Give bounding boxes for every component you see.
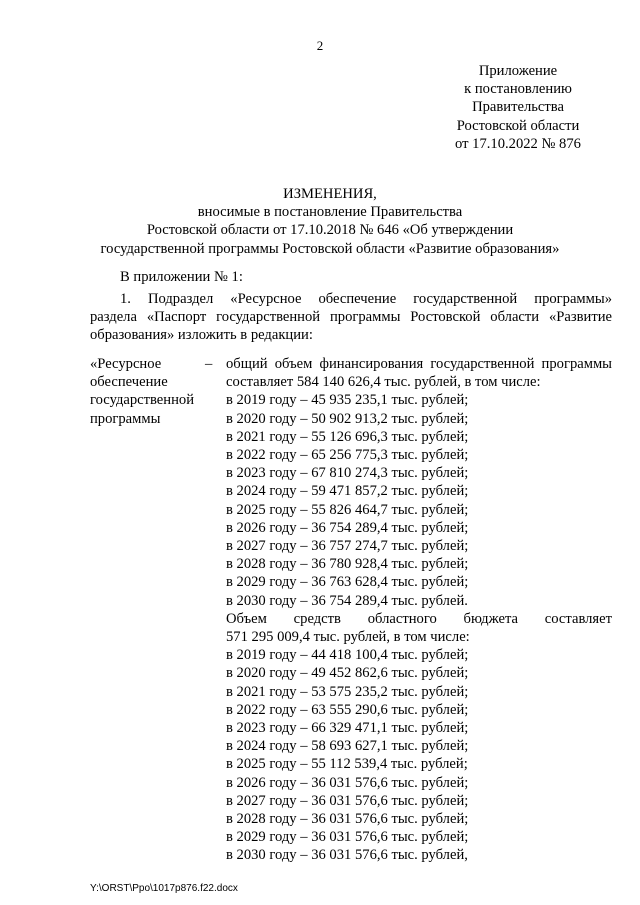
year-amount-line: в 2028 году – 36 031 576,6 тыс. рублей; [226, 811, 469, 828]
title-line: ИЗМЕНЕНИЯ, [283, 186, 377, 202]
item-1-line: образования» изложить в редакции: [90, 327, 313, 344]
year-amount-line: в 2021 году – 55 126 696,3 тыс. рублей; [226, 428, 469, 445]
year-amount-line: в 2029 году – 36 763 628,4 тыс. рублей; [226, 574, 469, 591]
item-1-paragraph [90, 290, 612, 345]
label-dash: – [205, 356, 213, 372]
regional-line: 571 295 009,4 тыс. рублей, в том числе: [226, 629, 470, 646]
year-amount-line: в 2027 году – 36 031 576,6 тыс. рублей; [226, 792, 469, 809]
year-amount-line: в 2022 году – 65 256 775,3 тыс. рублей; [226, 447, 469, 464]
label-line: программы [90, 410, 161, 427]
file-path-footer: Y:\ORST\Ppo\1017p876.f22.docx [90, 883, 238, 894]
title-line: государственной программы Ростовской области «Развитие образования» [100, 240, 560, 257]
appendix-line: Правительства [472, 99, 564, 116]
intro-paragraph: В приложении № 1: [120, 269, 243, 285]
year-amount-line: в 2019 году – 45 935 235,1 тыс. рублей; [226, 392, 469, 409]
total-line: составляет 584 140 626,4 тыс. рублей, в том числе: [226, 374, 541, 391]
year-amount-line: в 2030 году – 36 031 576,6 тыс. рублей, [226, 847, 468, 864]
year-amount-line: в 2026 году – 36 754 289,4 тыс. рублей; [226, 519, 469, 536]
year-amount-line: в 2020 году – 49 452 862,6 тыс. рублей; [226, 665, 469, 682]
year-amount-line: в 2023 году – 67 810 274,3 тыс. рублей; [226, 465, 469, 482]
year-amount-line: в 2025 году – 55 112 539,4 тыс. рублей; [226, 756, 468, 773]
section-label [90, 355, 213, 428]
year-amount-line: в 2021 году – 53 575 235,2 тыс. рублей; [226, 683, 469, 700]
item-1-line: раздела «Паспорт государственной программы Ростовской области «Развитие [90, 309, 612, 326]
year-amount-line: в 2020 году – 50 902 913,2 тыс. рублей; [226, 410, 469, 427]
total-line: общий объем финансирования государственной программы [226, 356, 612, 372]
year-amount-line: в 2022 году – 63 555 290,6 тыс. рублей; [226, 701, 469, 718]
year-amount-line: в 2023 году – 66 329 471,1 тыс. рублей; [226, 720, 469, 737]
year-amount-line: в 2027 году – 36 757 274,7 тыс. рублей; [226, 538, 469, 555]
label-line: государственной [90, 392, 195, 409]
funding-content [226, 355, 612, 865]
regional-line: Объем средств областного бюджета составляет [226, 610, 612, 627]
appendix-line: от 17.10.2022 № 876 [455, 135, 581, 152]
year-amount-line: в 2024 году – 59 471 857,2 тыс. рублей; [226, 483, 469, 500]
year-amount-line: в 2029 году – 36 031 576,6 тыс. рублей; [226, 829, 469, 846]
year-amount-line: в 2019 году – 44 418 100,4 тыс. рублей; [226, 647, 469, 664]
label-line: «Ресурсное [90, 356, 162, 372]
title-line: Ростовской области от 17.10.2018 № 646 «Об утверждении [146, 222, 514, 239]
appendix-heading [430, 62, 606, 153]
year-amount-line: в 2028 году – 36 780 928,4 тыс. рублей; [226, 556, 469, 573]
title-line: вносимые в постановление Правительства [197, 204, 463, 221]
appendix-line: Приложение [478, 63, 558, 79]
year-amount-line: в 2026 году – 36 031 576,6 тыс. рублей; [226, 774, 469, 791]
regional-years-list [226, 646, 612, 864]
page-number: 2 [316, 38, 324, 53]
document-title [60, 185, 600, 258]
appendix-line: к постановлению [464, 81, 572, 98]
label-line: обеспечение [90, 374, 168, 391]
year-amount-line: в 2030 году – 36 754 289,4 тыс. рублей. [226, 592, 468, 609]
appendix-line: Ростовской области [456, 117, 580, 134]
year-amount-line: в 2025 году – 55 826 464,7 тыс. рублей; [226, 501, 469, 518]
year-amount-line: в 2024 году – 58 693 627,1 тыс. рублей; [226, 738, 469, 755]
item-1-line: 1. Подраздел «Ресурсное обеспечение государственной программы» [120, 291, 612, 307]
total-years-list [226, 391, 612, 609]
